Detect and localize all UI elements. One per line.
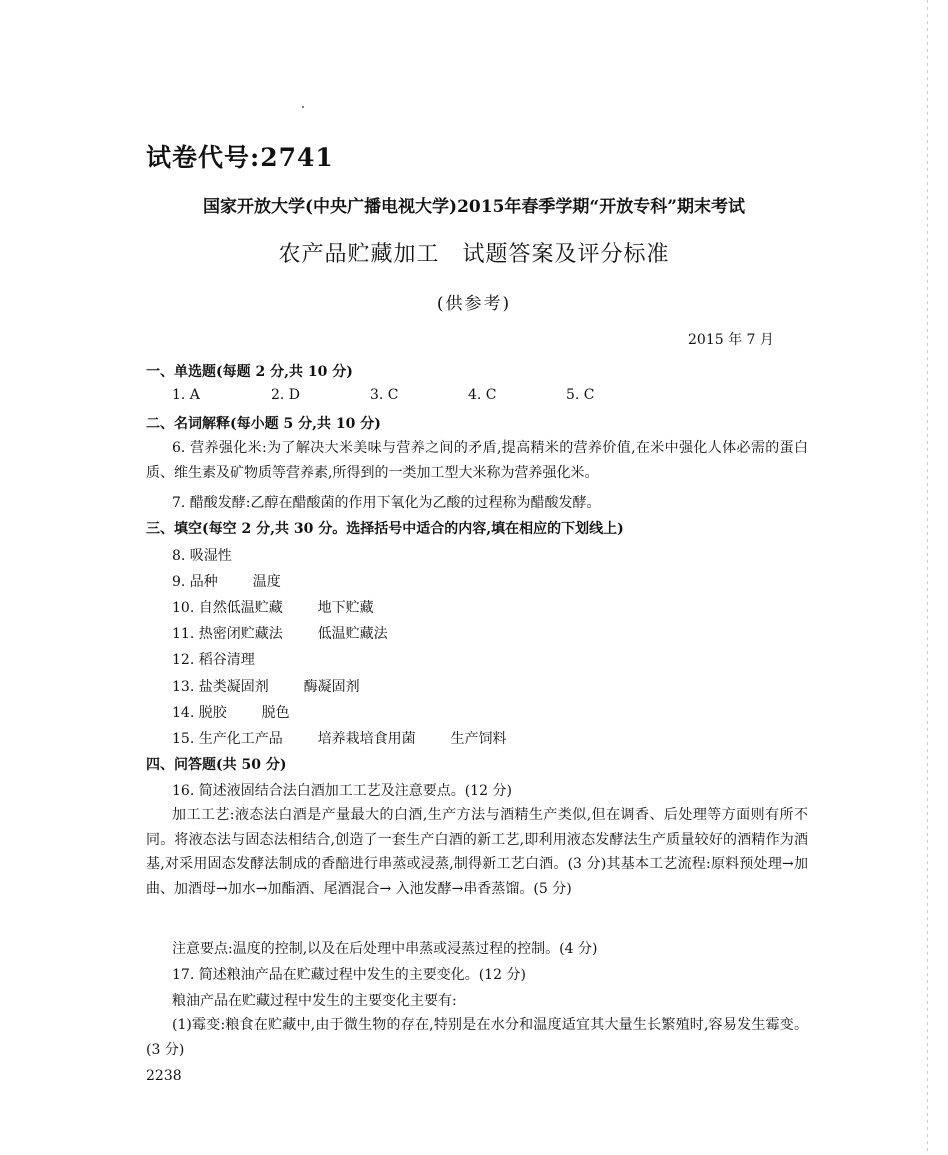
question-17-intro: 粮油产品在贮藏过程中发生的主要变化主要有: bbox=[172, 993, 457, 1009]
exam-date: 2015 年 7 月 bbox=[688, 332, 774, 348]
fill-14-blank-1: 14. 脱胶 bbox=[172, 705, 227, 721]
section-4-title: 四、问答题(共 50 分) bbox=[146, 757, 287, 773]
fill-15 bbox=[172, 728, 507, 748]
fill-11-blank-1: 11. 热密闭贮藏法 bbox=[172, 626, 283, 642]
scan-speck bbox=[302, 106, 304, 108]
fill-10 bbox=[172, 597, 374, 617]
section-1-title: 一、单选题(每题 2 分,共 10 分) bbox=[146, 364, 353, 380]
question-17: 17. 简述粮油产品在贮藏过程中发生的主要变化。(12 分) bbox=[172, 967, 526, 983]
fill-15-blank-2: 培养栽培食用菌 bbox=[317, 731, 416, 747]
fill-9-blank-1: 9. 品种 bbox=[172, 574, 218, 590]
section-3-title: 三、填空(每空 2 分,共 30 分。选择括号中适合的内容,填在相应的下划线上) bbox=[146, 521, 624, 537]
fill-10-blank-1: 10. 自然低温贮藏 bbox=[172, 600, 283, 616]
fill-13-blank-1: 13. 盐类凝固剂 bbox=[172, 679, 269, 695]
fill-8 bbox=[172, 545, 232, 565]
question-17-point-1: (1)霉变:粮食在贮藏中,由于微生物的存在,特别是在水分和温度适宜其大量生长繁殖时,容易发生霉变。(3 分) bbox=[146, 1017, 808, 1058]
fill-9 bbox=[172, 571, 281, 591]
question-16-note: 注意要点:温度的控制,以及在后处理中串蒸或浸蒸过程的控制。(4 分) bbox=[172, 941, 598, 957]
question-16-answer: 加工工艺:液态法白酒是产量最大的白酒,生产方法与酒精生产类似,但在调香、后处理等方面则有所不同。将液态法与固态法相结合,创造了一套生产白酒的新工艺,即利用液态发酵法生产质量较好的酒精作为酒基,对采用固态发酵法制成的香醅进行串蒸或浸蒸,制得新工艺白酒。(3 分)其基本工艺流程:原料预处理→加曲、加酒母→加水→加酯酒、尾酒混合→ 入池发酵→串香蒸馏。(5 分) bbox=[146, 807, 808, 897]
answer-1: 1. A bbox=[172, 387, 200, 403]
fill-11 bbox=[172, 623, 388, 643]
section-2-title: 二、名词解释(每小题 5 分,共 10 分) bbox=[146, 416, 381, 432]
page-number: 2238 bbox=[146, 1068, 182, 1084]
fill-8-blank-1: 8. 吸湿性 bbox=[172, 548, 232, 564]
for-reference-note: (供参考) bbox=[436, 294, 512, 314]
fill-9-blank-2: 温度 bbox=[252, 574, 281, 590]
fill-12 bbox=[172, 649, 255, 669]
fill-11-blank-2: 低温贮藏法 bbox=[317, 626, 388, 642]
answer-5: 5. C bbox=[566, 387, 595, 403]
answer-4: 4. C bbox=[468, 387, 497, 403]
fill-13 bbox=[172, 676, 360, 696]
paper-code: 试卷代号:2741 bbox=[146, 143, 334, 172]
answer-6: 6. 营养强化米:为了解决大米美味与营养之间的矛盾,提高精米的营养价值,在米中强化人体必需的蛋白质、维生素及矿物质等营养素,所得到的一类加工型大米称为营养强化米。 bbox=[146, 440, 808, 481]
answer-2: 2. D bbox=[271, 387, 301, 403]
question-16: 16. 简述液固结合法白酒加工工艺及注意要点。(12 分) bbox=[172, 783, 512, 799]
course-title: 农产品贮藏加工 试题答案及评分标准 bbox=[278, 242, 670, 267]
fill-12-blank-1: 12. 稻谷清理 bbox=[172, 652, 255, 668]
fill-15-blank-1: 15. 生产化工产品 bbox=[172, 731, 283, 747]
answer-3: 3. C bbox=[370, 387, 399, 403]
fill-14-blank-2: 脱色 bbox=[261, 705, 290, 721]
answer-7: 7. 醋酸发酵:乙醇在醋酸菌的作用下氧化为乙酸的过程称为醋酸发酵。 bbox=[172, 495, 601, 511]
exam-title: 国家开放大学(中央广播电视大学)2015年春季学期“开放专科”期末考试 bbox=[203, 197, 745, 217]
fill-13-blank-2: 酶凝固剂 bbox=[303, 679, 360, 695]
fill-15-blank-3: 生产饲料 bbox=[450, 731, 507, 747]
fill-14 bbox=[172, 702, 290, 722]
scan-edge-line bbox=[927, 0, 928, 1155]
fill-10-blank-2: 地下贮藏 bbox=[317, 600, 374, 616]
